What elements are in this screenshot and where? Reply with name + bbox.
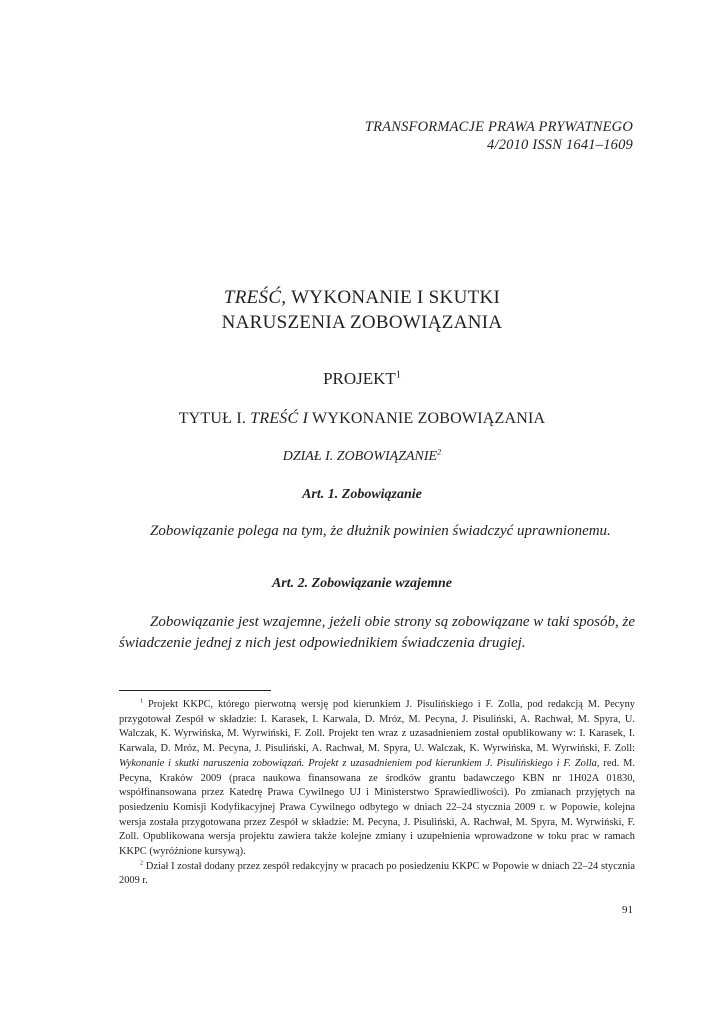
footnote-2-text: Dział I został dodany przez zespół redakcyjny w pracach po posiedzeniu KKPC w Popowie w dniach 22–24 stycznia 2009 r. xyxy=(119,860,635,887)
journal-issue: 4/2010 ISSN 1641–1609 xyxy=(487,137,633,153)
dzial-label: DZIAŁ I. ZOBOWIĄZANIE xyxy=(282,449,438,464)
article-title xyxy=(0,285,724,335)
journal-name: TRANSFORMACJE PRAWA PRYWATNEGO xyxy=(364,119,633,135)
tytul-italic: TREŚĆ I xyxy=(250,410,309,427)
title-line-2: NARUSZENIA ZOBOWIĄZANIA xyxy=(221,312,503,333)
article-2-text: Zobowiązanie jest wzajemne, jeżeli obie strony są zobowiązane w taki sposób, że świadczenie jednej z nich jest odpowiednikiem świadczenia drugiej. xyxy=(119,614,635,651)
footnote-1-number: 1 xyxy=(140,697,144,705)
tytul-prefix: TYTUŁ I. xyxy=(178,410,251,427)
article-1-heading: Art. 1. Zobowiązanie xyxy=(302,487,422,502)
footnote-ref-2[interactable]: 2 xyxy=(437,447,442,457)
footnote-1-italic-title: Wykonanie i skutki naruszenia zobowiązań. Projekt z uzasadnieniem pod kierunkiem J. Pisulińskiego i F. Zolla xyxy=(119,757,597,769)
dzial-heading xyxy=(0,448,724,466)
projekt-label: PROJEKT xyxy=(323,369,396,388)
article-2-heading: Art. 2. Zobowiązanie wzajemne xyxy=(271,576,453,591)
footnote-1-part1: Projekt KKPC, którego pierwotną wersję pod kierunkiem J. Pisulińskiego i F. Zolla, pod redakcją M. Pecyny przygotował Zespół w składzie: I. Karasek, I. Karwala, D. Mróz, M. Pecyna, J. Pisuliński, A. Rachwał, M. Spyra, U. Walczak, K. Wyrwińska, M. Wyrwiński, F. Zoll. Projekt ten wraz z uzasadnieniem został opublikowany w: I. Karasek, I. Karwala, D. Mróz, M. Pecyna, J. Pisuliński, A. Rachwał, M. Spyra, U. Walczak, K. Wyrwińska, M. Wyrwiński, F. Zoll: xyxy=(119,699,635,755)
footnote-1-part2: , red. M. Pecyna, Kraków 2009 (praca naukowa finansowana ze środków grantu badawczego KBN nr 1H02A 01830, współfinansowana przez Katedrę Prawa Cywilnego UJ i Ministerstwo Sprawiedliwości). Po zmianach przyjętych na posiedzeniu Komisji Kodyfikacyjnej Prawa Cywilnego odbytego w dniach 22–24 stycznia 2009 r. w Popowie, kolejna wersja została przygotowana przez Zespół w składzie: M. Pecyna, J. Pisuliński, A. Rachwał, M. Spyra, M. Wyrwiński, F. Zoll. Opublikowana wersja projektu zawiera także kolejne zmiany i uzupełnienia wprowadzone w toku prac w ramach KKPC (wyróżnione kursywą). xyxy=(119,757,635,858)
article-1-text: Zobowiązanie polega na tym, że dłużnik powinien świadczyć uprawnionemu. xyxy=(150,523,611,539)
title-italic-word: TREŚĆ, xyxy=(223,287,287,308)
title-line-1 xyxy=(0,285,724,310)
journal-header xyxy=(365,118,633,154)
footnotes xyxy=(119,698,635,889)
tytul-suffix: WYKONANIE ZOBOWIĄZANIA xyxy=(308,410,546,427)
projekt-heading xyxy=(0,369,724,389)
footnote-ref-1[interactable]: 1 xyxy=(395,369,401,381)
footnote-2 xyxy=(119,860,635,889)
tytul-heading xyxy=(0,409,724,429)
footnote-1 xyxy=(119,698,635,860)
footnote-separator xyxy=(119,690,271,691)
footnote-2-number: 2 xyxy=(140,859,144,867)
page-number: 91 xyxy=(622,904,633,916)
title-line-1-rest: WYKONANIE I SKUTKI xyxy=(286,287,501,308)
